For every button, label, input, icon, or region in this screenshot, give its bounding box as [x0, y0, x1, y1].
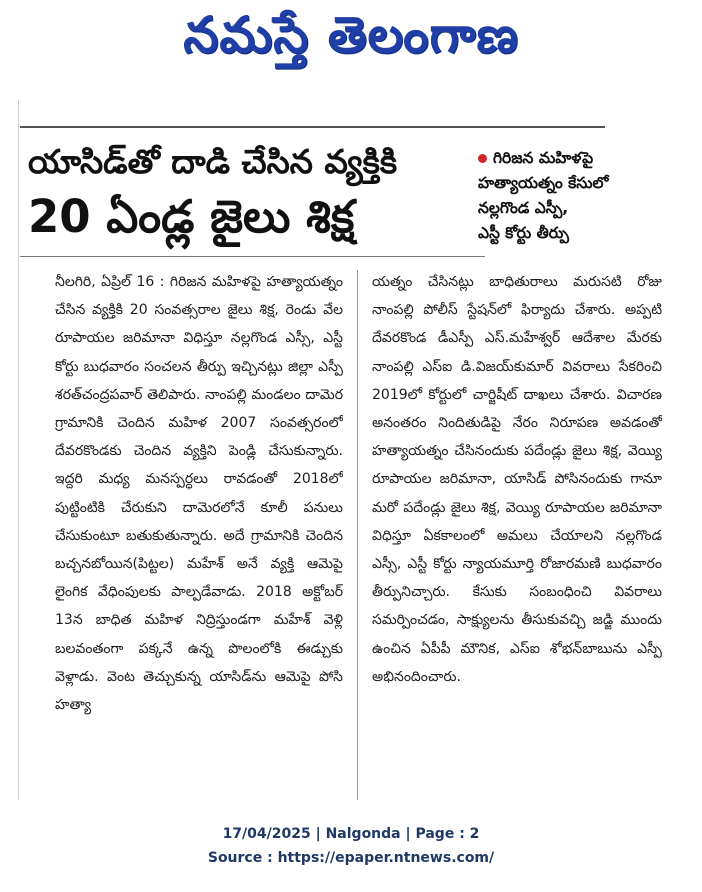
headline-divider-rule: [20, 256, 485, 257]
page-footer: [0, 822, 702, 870]
masthead: [0, 0, 702, 82]
red-bullet-icon: [478, 154, 487, 163]
subhead-line-2: హత్యాయత్నం కేసులో: [478, 174, 609, 192]
headline-line-2: 20 ఏండ్ల జైలు శిక్ష: [28, 190, 355, 243]
article-body-column-left: నీలగిరి, ఏప్రిల్ 16 : గిరిజన మహిళపై హత్యాయత్నం చేసిన వ్యక్తికి 20 సంవత్సరాల జైలు శిక్ష, రెండు వేల రూపాయల జరిమానా విధిస్తూ నల్లగొండ ఎస్సీ, ఎస్టీ కోర్టు బుధవారం సంచలన తీర్పు ఇచ్చినట్లు జిల్లా ఎస్పీ శరత్‌చంద్రపవార్ తెలిపారు. నాంపల్లి మండలం దామెర గ్రామానికి చెందిన మహిళ 2007 సంవత్సరంలో దేవరకొండకు చెందిన వ్యక్తిని పెండ్లి చేసుకున్నారు. ఇద్దరి మధ్య మనస్పర్ధలు రావడంతో 2018లో పుట్టింటికి చేరుకుని దామెరలోనే కూలీ పనులు చేసుకుంటూ బతుకుతున్నారు. అదే గ్రామానికి చెందిన బచ్చనబోయిన(పిట్టల) మహేశ్ అనే వ్యక్తి ఆమెపై లైంగిక వేధింపులకు పాల్పడేవాడు. 2018 అక్టోబర్ 13న బాధిత మహిళ నిద్రిస్తుండగా మహేశ్ వెళ్లి బలవంతంగా పక్కనే ఉన్న పొలంలోకి ఈడ్చుకు వెళ్లాడు. వెంట తెచ్చుకున్న యాసిడ్‌ను ఆమెపై పోసి హత్యా: [55, 274, 343, 714]
article-headline: [28, 140, 478, 248]
subhead-line-1: గిరిజన మహిళపై: [493, 149, 594, 167]
newspaper-logo-title: నమస్తే తెలంగాణ: [183, 5, 519, 64]
headline-line-1: యాసిడ్‌తో దాడి చేసిన వ్యక్తికి: [28, 142, 398, 181]
page-frame-left-edge: [18, 100, 19, 800]
subhead-line-3: నల్లగొండ ఎస్పీ,: [478, 199, 569, 217]
footer-source-link[interactable]: Source : https://epaper.ntnews.com/: [207, 850, 495, 866]
subhead-line-4: ఎస్టీ కోర్టు తీర్పు: [478, 224, 569, 242]
column-divider: [357, 270, 358, 800]
footer-date-edition: 17/04/2025 | Nalgonda | Page : 2: [222, 826, 480, 842]
article-subhead: [478, 146, 678, 246]
top-divider-rule: [20, 126, 605, 128]
article-body-column-right: యత్నం చేసినట్లు బాధితురాలు మరుసటి రోజు నాంపల్లి పోలీస్ స్టేషన్‌లో ఫిర్యాదు చేశారు. అప్పటి దేవరకొండ డీఎస్పీ ఎస్.మహేశ్వర్ ఆదేశాల మేరకు నాంపల్లి ఎస్‌ఐ డి.విజయ్‌కుమార్ వివరాలు సేకరించి 2019లో కోర్టులో చార్జిషీట్ దాఖలు చేశారు. విచారణ అనంతరం నిందితుడిపై నేరం నిరూపణ అవడంతో హత్యాయత్నం చేసినందుకు పదేండ్లు జైలు శిక్ష, వెయ్యి రూపాయల జరిమానా, యాసిడ్ పోసినందుకు గానూ మరో పదేండ్లు జైలు శిక్ష, వెయ్యి రూపాయల జరిమానా విధిస్తూ ఏకకాలంలో అమలు చేయాలని నల్లగొండ ఎస్సీ, ఎస్టీ కోర్టు న్యాయమూర్తి రోజారమణి బుధవారం తీర్పునిచ్చారు. కేసుకు సంబంధించి వివరాలు సమర్పించడం, సాక్ష్యులను తీసుకువచ్చి జడ్జి ముందు ఉంచిన ఏపీపీ మౌనిక, ఎస్‌ఐ శోభన్‌బాబును ఎస్పీ అభినందించారు.: [372, 274, 662, 685]
